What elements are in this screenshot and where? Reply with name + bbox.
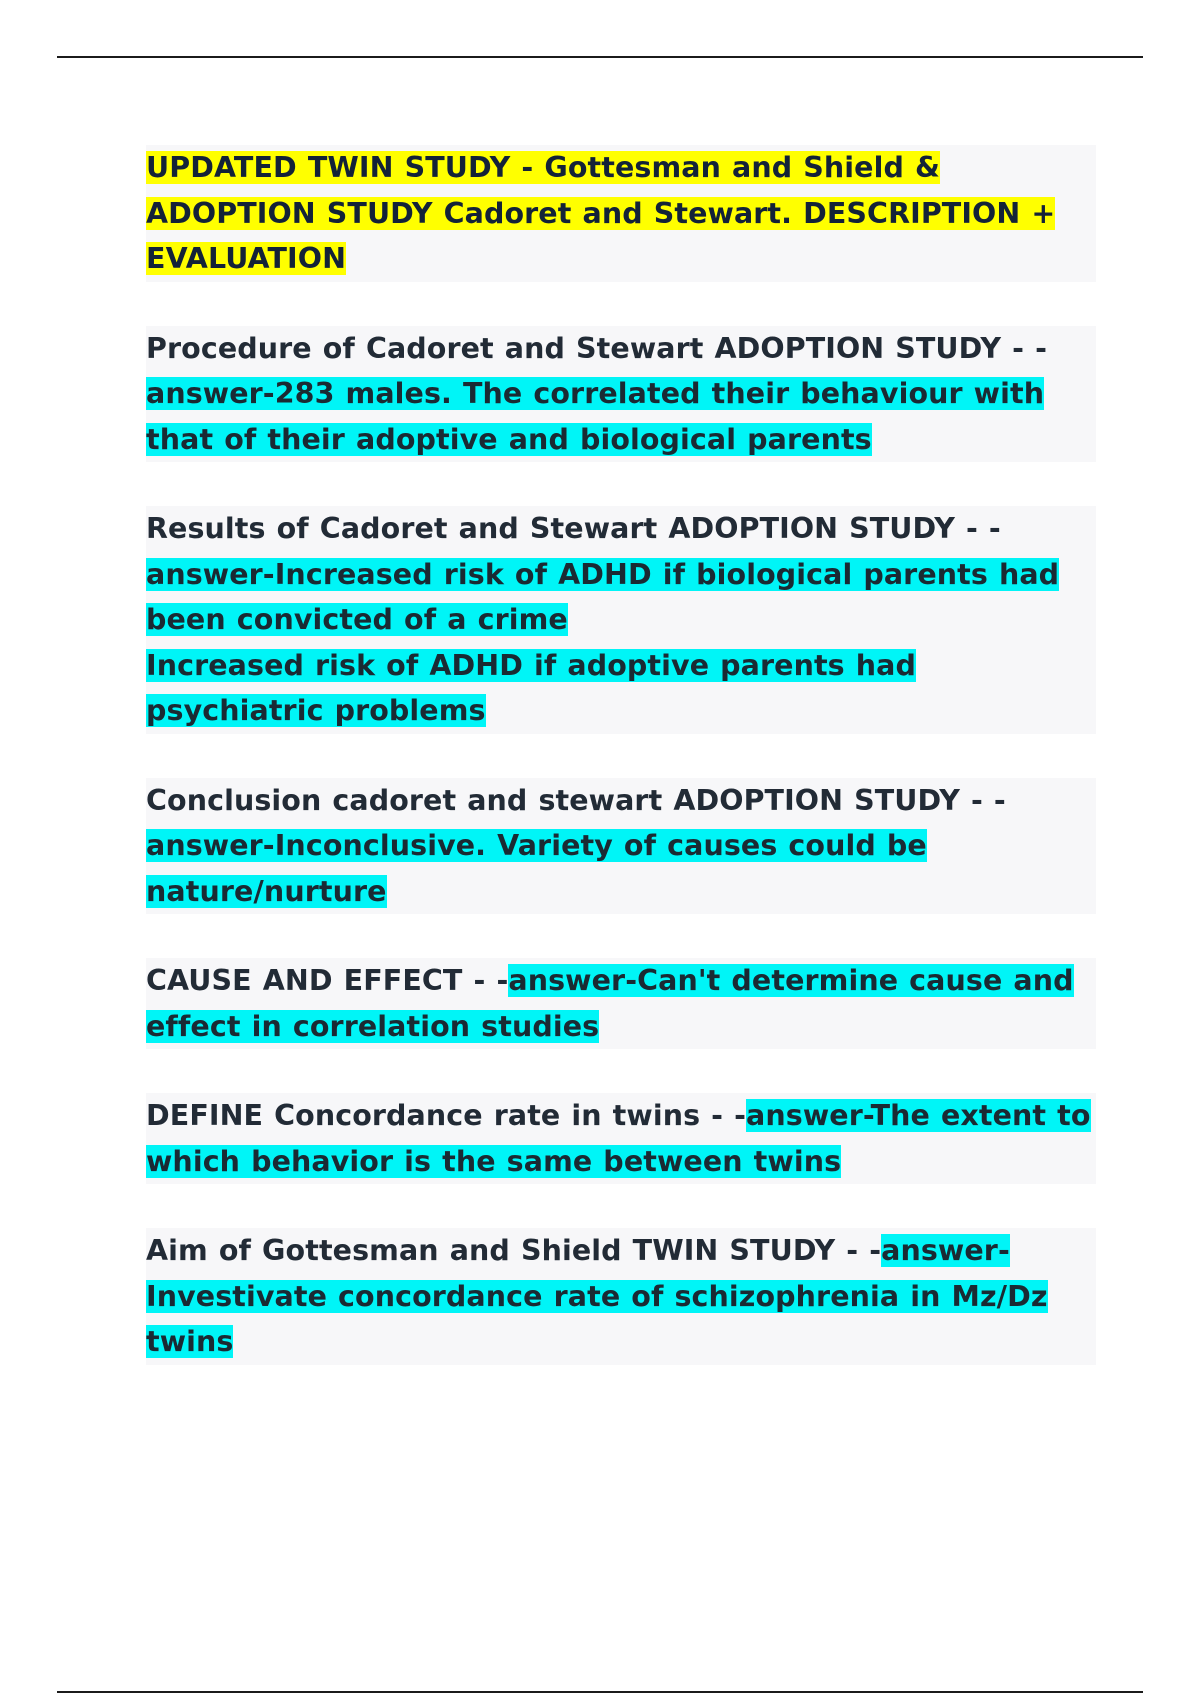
card-question: DEFINE Concordance rate in twins - - <box>146 1099 747 1132</box>
flashcard-procedure <box>146 326 1096 463</box>
document-title <box>146 145 1096 282</box>
card-answer: answer-Investivate concordance rate of schizophrenia in Mz/Dz twins <box>146 1234 1048 1358</box>
card-answer: answer-Inconclusive. Variety of causes could be nature/nurture <box>146 829 927 908</box>
footer-rule <box>57 1691 1143 1693</box>
card-answer: answer-283 males. The correlated their behaviour with that of their adoptive and biological parents <box>146 377 1045 456</box>
card-answer: answer-Can't determine cause and effect in correlation studies <box>146 964 1074 1043</box>
title-text: UPDATED TWIN STUDY - Gottesman and Shield & ADOPTION STUDY Cadoret and Stewart. DESCRIPTION + EVALUATION <box>146 151 1056 275</box>
card-question: Procedure of Cadoret and Stewart ADOPTION STUDY - - <box>146 331 1047 365</box>
flashcard-concordance <box>146 1093 1096 1184</box>
document-body <box>146 145 1096 1409</box>
card-question: Aim of Gottesman and Shield TWIN STUDY - - <box>146 1234 882 1267</box>
header-rule <box>57 56 1143 58</box>
card-answer: answer-Increased risk of ADHD if biological parents had been convicted of a crime <box>146 557 1060 636</box>
card-question: Conclusion cadoret and stewart ADOPTION STUDY - - <box>146 783 1006 817</box>
flashcard-conclusion <box>146 778 1096 915</box>
card-question: CAUSE AND EFFECT - - <box>146 964 509 997</box>
card-question: Results of Cadoret and Stewart ADOPTION STUDY - - <box>146 512 1001 545</box>
flashcard-aim <box>146 1228 1096 1365</box>
card-answer: answer-The extent to which behavior is the same between twins <box>146 1099 1091 1178</box>
flashcard-results <box>146 506 1096 734</box>
card-answer-extra: Increased risk of ADHD if adoptive parents had psychiatric problems <box>146 648 916 727</box>
flashcard-cause-effect <box>146 958 1096 1049</box>
